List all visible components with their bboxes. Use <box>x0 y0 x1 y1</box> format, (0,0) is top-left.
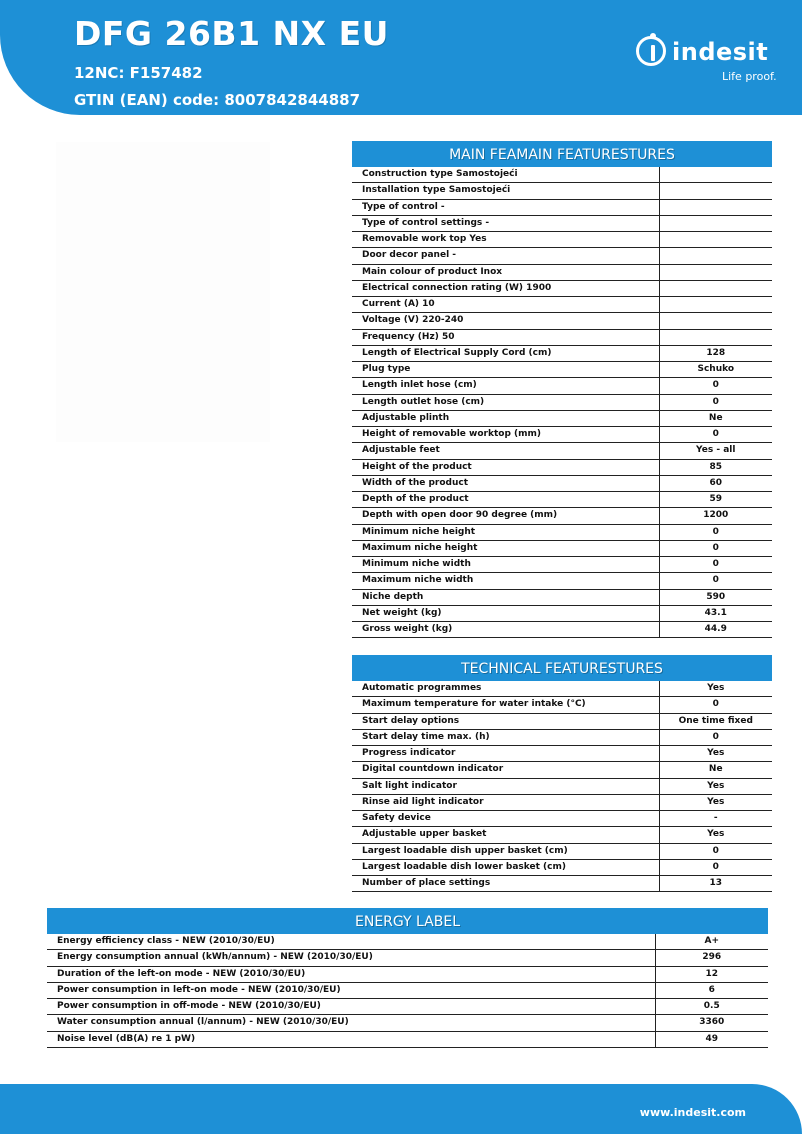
table-row <box>352 729 772 745</box>
product-title: DFG 26B1 NX EU <box>74 14 389 53</box>
spec-value: Yes <box>659 827 772 843</box>
table-row <box>352 794 772 810</box>
spec-label: Current (A) 10 <box>352 297 659 313</box>
spec-label: Rinse aid light indicator <box>352 794 659 810</box>
spec-value: 0 <box>659 394 772 410</box>
spec-label: Minimum niche width <box>352 557 659 573</box>
energy-label-header: ENERGY LABEL <box>47 908 768 934</box>
spec-value: 60 <box>659 475 772 491</box>
spec-value: 0 <box>659 378 772 394</box>
table-row <box>352 297 772 313</box>
spec-label: Power consumption in left-on mode - NEW (2010/30/EU) <box>47 982 655 998</box>
table-row <box>352 811 772 827</box>
spec-label: Type of control settings - <box>352 215 659 231</box>
nc-value: F157482 <box>129 64 203 82</box>
table-row <box>352 778 772 794</box>
table-row <box>352 697 772 713</box>
spec-label: Energy efficiency class - NEW (2010/30/EU) <box>47 934 655 950</box>
spec-label: Depth with open door 90 degree (mm) <box>352 508 659 524</box>
table-row <box>352 859 772 875</box>
brand-name: indesit <box>672 38 769 66</box>
spec-value: 0 <box>659 427 772 443</box>
technical-features-header: TECHNICAL FEATURESTURES <box>352 655 772 681</box>
table-row <box>47 950 768 966</box>
spec-label: Length outlet hose (cm) <box>352 394 659 410</box>
spec-label: Maximum niche height <box>352 540 659 556</box>
table-row <box>352 183 772 199</box>
spec-label: Noise level (dB(A) re 1 pW) <box>47 1031 655 1047</box>
spec-label: Gross weight (kg) <box>352 622 659 638</box>
spec-value: Yes <box>659 681 772 697</box>
table-row <box>352 215 772 231</box>
nc-label: 12NC <box>74 64 119 82</box>
gtin-value: 8007842844887 <box>224 91 361 109</box>
spec-label: Main colour of product Inox <box>352 264 659 280</box>
spec-value <box>659 329 772 345</box>
table-row <box>352 681 772 697</box>
table-row <box>352 199 772 215</box>
table-row <box>352 459 772 475</box>
table-row <box>352 280 772 296</box>
spec-value <box>659 297 772 313</box>
logo-ring-icon <box>636 36 666 66</box>
spec-value: One time fixed <box>659 713 772 729</box>
spec-label: Length inlet hose (cm) <box>352 378 659 394</box>
table-row <box>352 313 772 329</box>
spec-value <box>659 313 772 329</box>
table-row <box>47 934 768 950</box>
main-features-table <box>352 167 772 638</box>
page-header <box>0 0 802 115</box>
spec-value: 0 <box>659 729 772 745</box>
spec-label: Frequency (Hz) 50 <box>352 329 659 345</box>
spec-label: Adjustable feet <box>352 443 659 459</box>
energy-label-table <box>47 934 768 1048</box>
spec-label: Digital countdown indicator <box>352 762 659 778</box>
table-row <box>352 508 772 524</box>
table-row <box>352 264 772 280</box>
table-row <box>352 605 772 621</box>
main-features-header: MAIN FEAMAIN FEATURESTURES <box>352 141 772 167</box>
spec-label: Adjustable plinth <box>352 410 659 426</box>
table-row <box>352 713 772 729</box>
spec-value: 85 <box>659 459 772 475</box>
spec-value: 12 <box>655 966 768 982</box>
spec-value: 49 <box>655 1031 768 1047</box>
spec-label: Water consumption annual (l/annum) - NEW (2010/30/EU) <box>47 1015 655 1031</box>
spec-label: Safety device <box>352 811 659 827</box>
table-row <box>352 876 772 892</box>
gtin-line: GTIN (EAN) code: 8007842844887 <box>74 91 361 109</box>
spec-value <box>659 199 772 215</box>
table-row <box>352 329 772 345</box>
table-row <box>352 843 772 859</box>
spec-value: 0.5 <box>655 999 768 1015</box>
table-row <box>352 362 772 378</box>
table-row <box>352 427 772 443</box>
spec-value: 1200 <box>659 508 772 524</box>
spec-label: Maximum temperature for water intake (°C) <box>352 697 659 713</box>
table-row <box>352 557 772 573</box>
spec-label: Type of control - <box>352 199 659 215</box>
spec-label: Depth of the product <box>352 492 659 508</box>
table-row <box>47 999 768 1015</box>
table-row <box>352 394 772 410</box>
spec-label: Plug type <box>352 362 659 378</box>
spec-value: 0 <box>659 573 772 589</box>
table-row <box>352 573 772 589</box>
spec-label: Progress indicator <box>352 746 659 762</box>
spec-label: Installation type Samostojeći <box>352 183 659 199</box>
table-row <box>352 475 772 491</box>
spec-value: 0 <box>659 697 772 713</box>
spec-label: Removable work top Yes <box>352 232 659 248</box>
spec-label: Duration of the left-on mode - NEW (2010/30/EU) <box>47 966 655 982</box>
spec-label: Width of the product <box>352 475 659 491</box>
table-row <box>352 167 772 183</box>
table-row <box>352 248 772 264</box>
table-row <box>47 966 768 982</box>
table-row <box>352 443 772 459</box>
table-row <box>352 378 772 394</box>
spec-label: Net weight (kg) <box>352 605 659 621</box>
table-row <box>352 410 772 426</box>
nc-line: 12NC: F157482 <box>74 64 203 82</box>
spec-value: 43.1 <box>659 605 772 621</box>
spec-label: Maximum niche width <box>352 573 659 589</box>
product-image <box>56 142 270 442</box>
spec-label: Door decor panel - <box>352 248 659 264</box>
spec-value <box>659 280 772 296</box>
spec-label: Number of place settings <box>352 876 659 892</box>
spec-label: Construction type Samostojeći <box>352 167 659 183</box>
spec-value: 0 <box>659 843 772 859</box>
spec-label: Niche depth <box>352 589 659 605</box>
gtin-label: GTIN (EAN) code <box>74 91 214 109</box>
spec-value: 59 <box>659 492 772 508</box>
spec-value: A+ <box>655 934 768 950</box>
spec-value: Yes - all <box>659 443 772 459</box>
spec-label: Energy consumption annual (kWh/annum) - NEW (2010/30/EU) <box>47 950 655 966</box>
spec-value: 128 <box>659 345 772 361</box>
table-row <box>47 1031 768 1047</box>
spec-value: 296 <box>655 950 768 966</box>
website-link[interactable]: www.indesit.com <box>639 1106 746 1119</box>
spec-value: Yes <box>659 778 772 794</box>
indesit-logo <box>636 36 776 88</box>
spec-value <box>659 248 772 264</box>
table-row <box>352 622 772 638</box>
table-row <box>352 232 772 248</box>
spec-label: Minimum niche height <box>352 524 659 540</box>
technical-features-table <box>352 681 772 892</box>
spec-label: Start delay time max. (h) <box>352 729 659 745</box>
spec-label: Height of the product <box>352 459 659 475</box>
page-footer <box>0 1084 802 1134</box>
spec-value: 44.9 <box>659 622 772 638</box>
spec-value: 6 <box>655 982 768 998</box>
spec-label: Salt light indicator <box>352 778 659 794</box>
brand-tagline: Life proof. <box>722 70 777 83</box>
spec-value: 13 <box>659 876 772 892</box>
spec-label: Electrical connection rating (W) 1900 <box>352 280 659 296</box>
table-row <box>352 589 772 605</box>
spec-value: 0 <box>659 859 772 875</box>
spec-label: Start delay options <box>352 713 659 729</box>
spec-label: Height of removable worktop (mm) <box>352 427 659 443</box>
spec-value <box>659 232 772 248</box>
spec-value: - <box>659 811 772 827</box>
spec-label: Automatic programmes <box>352 681 659 697</box>
table-row <box>352 827 772 843</box>
spec-value: Ne <box>659 762 772 778</box>
spec-value: Yes <box>659 794 772 810</box>
spec-value: Yes <box>659 746 772 762</box>
table-row <box>352 762 772 778</box>
table-row <box>47 1015 768 1031</box>
spec-value <box>659 167 772 183</box>
spec-value: 3360 <box>655 1015 768 1031</box>
spec-value: 0 <box>659 540 772 556</box>
spec-value: 0 <box>659 524 772 540</box>
spec-label: Power consumption in off-mode - NEW (2010/30/EU) <box>47 999 655 1015</box>
spec-value <box>659 215 772 231</box>
table-row <box>47 982 768 998</box>
spec-value: Schuko <box>659 362 772 378</box>
spec-value <box>659 264 772 280</box>
spec-value <box>659 183 772 199</box>
table-row <box>352 746 772 762</box>
spec-label: Length of Electrical Supply Cord (cm) <box>352 345 659 361</box>
table-row <box>352 492 772 508</box>
table-row <box>352 345 772 361</box>
spec-label: Adjustable upper basket <box>352 827 659 843</box>
spec-label: Voltage (V) 220-240 <box>352 313 659 329</box>
spec-label: Largest loadable dish upper basket (cm) <box>352 843 659 859</box>
spec-value: 0 <box>659 557 772 573</box>
spec-value: 590 <box>659 589 772 605</box>
spec-label: Largest loadable dish lower basket (cm) <box>352 859 659 875</box>
table-row <box>352 524 772 540</box>
table-row <box>352 540 772 556</box>
spec-value: Ne <box>659 410 772 426</box>
